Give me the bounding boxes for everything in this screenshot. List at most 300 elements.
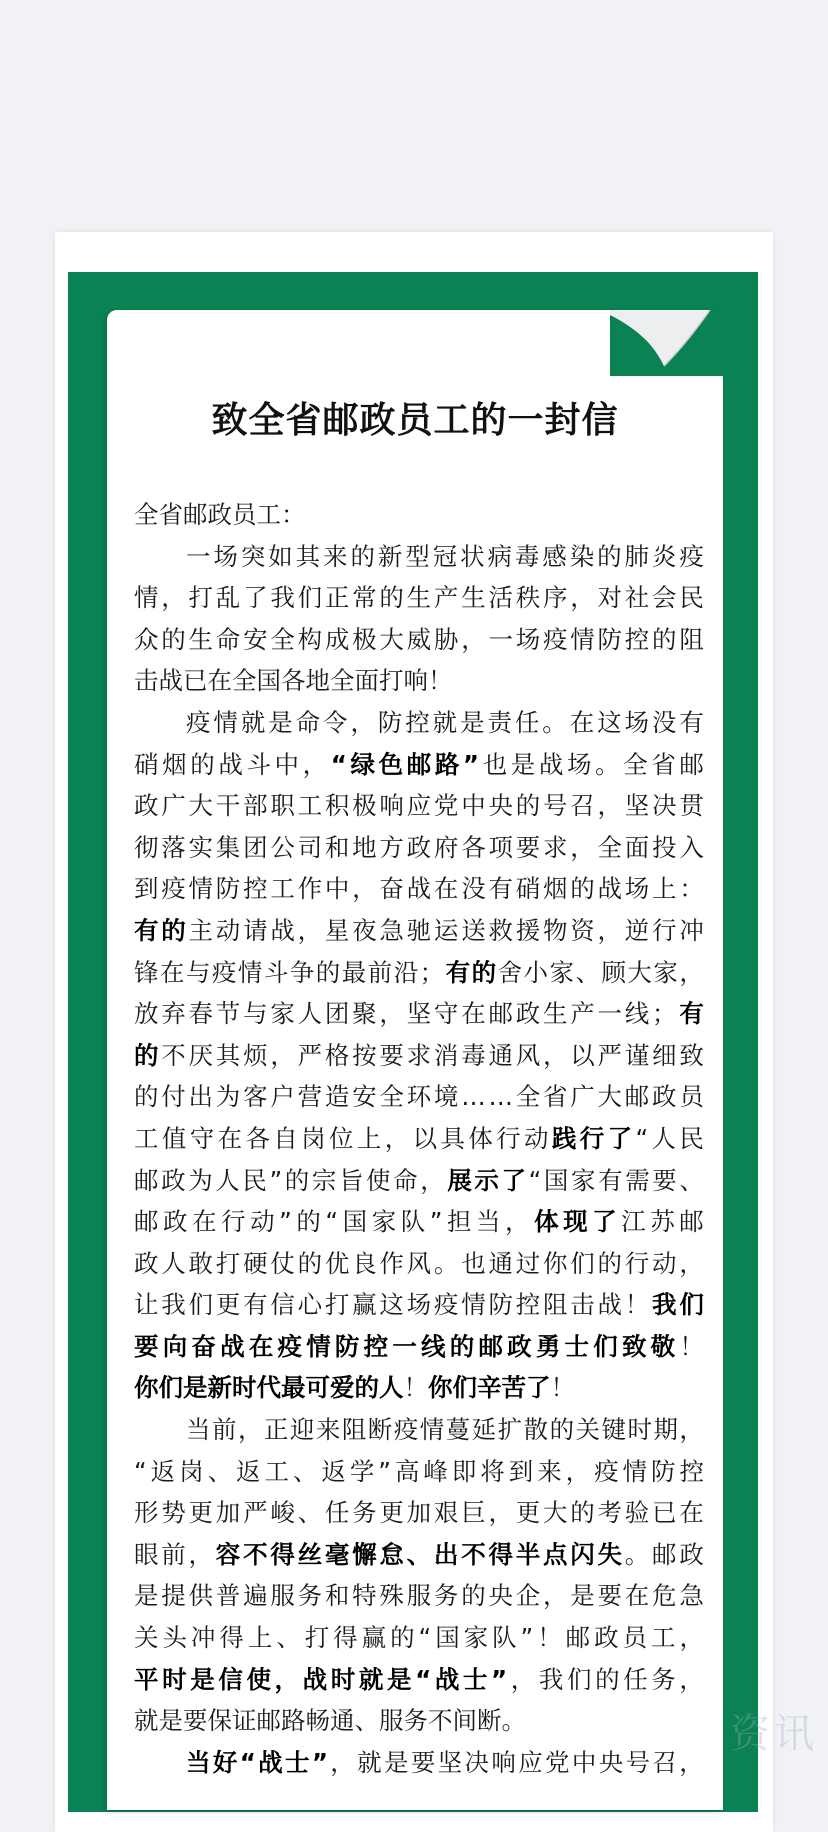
text-char: 有 — [598, 1165, 623, 1195]
text-line — [134, 1118, 704, 1160]
text-line — [134, 827, 704, 869]
text-line — [134, 1367, 704, 1409]
text-char: 迎 — [289, 1415, 315, 1445]
emphasis-char: 路 — [434, 749, 460, 779]
text-char: 的 — [595, 1664, 620, 1694]
text-char: 中 — [571, 1747, 597, 1777]
text-char: … — [461, 1082, 486, 1112]
text-char: 通 — [488, 1040, 513, 1070]
text-line — [134, 660, 704, 702]
text-char: 敢 — [188, 1248, 214, 1278]
text-char: “ — [418, 1623, 432, 1653]
text-char: 要 — [410, 1747, 436, 1777]
text-char: 使 — [366, 1165, 391, 1195]
emphasis-char: 现 — [563, 1207, 588, 1237]
text-char: 的 — [570, 1498, 595, 1528]
text-char: 职 — [270, 791, 295, 821]
text-char: 各 — [461, 832, 486, 862]
text-line — [134, 1160, 704, 1202]
text-char: 是 — [570, 1581, 595, 1611]
text-char: ” — [269, 1165, 283, 1195]
text-char: 这 — [379, 1290, 404, 1320]
text-char: 务 — [433, 1581, 459, 1611]
text-char: 防 — [597, 624, 623, 654]
text-char: 贯 — [679, 791, 704, 821]
text-char: 更 — [379, 1498, 404, 1528]
text-char: 全 — [270, 624, 295, 654]
text-char: 了 — [243, 583, 268, 613]
emphasis-char: 线 — [421, 1331, 446, 1361]
text-char: 命 — [295, 707, 321, 737]
text-char: 危 — [652, 1581, 677, 1611]
text-char: 的 — [284, 1165, 310, 1195]
text-char: 的 — [350, 541, 375, 571]
text-char: 扩 — [497, 1415, 523, 1445]
text-char: 以 — [570, 1040, 595, 1070]
emphasis-char: 毫 — [324, 1539, 350, 1569]
text-char: 得 — [333, 1623, 358, 1653]
text-char: 其 — [295, 541, 321, 571]
text-line — [134, 868, 704, 910]
text-char: 体 — [468, 1123, 493, 1153]
emphasis-char: 士 — [462, 1664, 488, 1694]
text-char: 格 — [324, 1040, 350, 1070]
text-char: 形 — [134, 1498, 159, 1528]
text-char: 眼 — [134, 1539, 159, 1569]
text-char: 们 — [566, 1664, 592, 1694]
text-char: 物 — [542, 915, 568, 945]
text-line — [134, 1076, 704, 1118]
emphasis-char: 是 — [386, 1664, 412, 1694]
text-char: 延 — [471, 1415, 497, 1445]
text-char: 急 — [379, 915, 404, 945]
text-line — [134, 702, 704, 744]
text-char: 将 — [480, 1456, 505, 1486]
text-char: 号 — [542, 791, 568, 821]
text-char: 这 — [597, 707, 622, 737]
emphasis-char: 敬 — [650, 1331, 676, 1361]
text-char: 特 — [352, 1581, 377, 1611]
text-char: 仗 — [270, 1248, 295, 1278]
text-char: 邮 — [488, 999, 513, 1029]
text-char: 情 — [419, 1415, 445, 1445]
text-char: 染 — [569, 541, 595, 571]
emphasis-char: 不 — [461, 1539, 486, 1569]
text-char: 工 — [651, 1623, 676, 1653]
text-char: 成 — [324, 624, 350, 654]
emphasis-char: 的 — [161, 915, 186, 945]
text-char: 政 — [515, 999, 541, 1029]
text-char: 干 — [215, 791, 241, 821]
text-char: 极 — [352, 791, 377, 821]
text-char: 威 — [406, 624, 432, 654]
text-char: 大 — [542, 1498, 568, 1528]
text-char: 冲 — [190, 1623, 216, 1653]
text-char: 疫 — [679, 541, 704, 571]
text-char: 邮 — [565, 1623, 591, 1653]
text-char: ， — [384, 1123, 410, 1153]
text-char: 全 — [597, 832, 623, 862]
text-char: 为 — [215, 1082, 241, 1112]
emphasis-char: “ — [330, 749, 347, 779]
text-char: 团 — [243, 832, 268, 862]
emphasis-char: 了 — [592, 1207, 617, 1237]
text-char: 自 — [273, 1123, 298, 1153]
emphasis-char: ， — [274, 1664, 300, 1694]
emphasis-char: 信 — [218, 1664, 243, 1694]
text-line — [134, 744, 704, 786]
text-char: 在 — [192, 1207, 217, 1237]
text-char: 广 — [570, 1082, 595, 1112]
text-char: 活 — [488, 583, 513, 613]
text-char: 应 — [518, 1747, 543, 1777]
text-char: 战 — [406, 874, 432, 904]
text-char: 严 — [297, 1040, 323, 1070]
emphasis-char: 行 — [579, 1123, 605, 1153]
text-char: 党 — [545, 1747, 570, 1777]
text-char: 政 — [406, 832, 432, 862]
text-char: 更 — [215, 1290, 241, 1320]
emphasis-char: 展 — [447, 1165, 472, 1195]
text-char: 为 — [188, 1165, 213, 1195]
text-char: 关 — [134, 1623, 159, 1653]
text-char: 提 — [161, 1581, 186, 1611]
text-char: 来 — [323, 541, 348, 571]
text-char: 在 — [569, 707, 595, 737]
text-char: 风 — [515, 1040, 541, 1070]
text-char: 聚 — [352, 999, 377, 1029]
text-char: 们 — [570, 1248, 595, 1278]
text-char: 家 — [549, 957, 574, 987]
text-char: 艰 — [433, 1498, 459, 1528]
text-char: 情 — [622, 1456, 648, 1486]
text-char: 以 — [412, 1123, 438, 1153]
text-char: 当 — [476, 1207, 501, 1237]
text-char: 控 — [515, 1290, 541, 1320]
text-char: 前 — [211, 1415, 237, 1445]
emphasis-char: ” — [462, 749, 480, 779]
emphasis-char: 怠 — [379, 1539, 404, 1569]
emphasis-char: 就 — [358, 1664, 384, 1694]
text-char: 正 — [324, 583, 350, 613]
text-char: 的 — [390, 1623, 415, 1653]
text-line — [134, 619, 704, 661]
text-char: 已 — [652, 1498, 677, 1528]
text-char: ， — [330, 1747, 355, 1777]
text-char: 府 — [433, 832, 459, 862]
text-char: ， — [542, 1581, 568, 1611]
text-char: 毒 — [461, 1040, 486, 1070]
text-char: 行 — [221, 1207, 246, 1237]
text-char: ， — [188, 1539, 214, 1569]
emphasis-char: “ — [415, 1664, 432, 1694]
text-char: 和 — [324, 832, 350, 862]
text-char: 各 — [245, 1123, 270, 1153]
text-char: 你 — [542, 1248, 568, 1278]
text-char: 肺 — [624, 541, 649, 571]
text-char: 作 — [297, 874, 323, 904]
text-char: 高 — [394, 1456, 420, 1486]
text-char: 突 — [240, 541, 266, 571]
text-char: 就 — [432, 707, 458, 737]
text-char: 值 — [161, 1123, 187, 1153]
emphasis-char: 疫 — [277, 1331, 303, 1361]
text-char: 安 — [243, 624, 268, 654]
text-char: 家 — [571, 1165, 596, 1195]
text-char: 令 — [323, 707, 348, 737]
text-char: ， — [505, 1207, 530, 1237]
text-char: 邮 — [134, 1165, 159, 1195]
text-char: ， — [679, 1623, 704, 1653]
text-char: 其 — [215, 1040, 241, 1070]
text-char: 更 — [188, 1498, 214, 1528]
text-char: 奋 — [379, 874, 404, 904]
text-char: 的 — [461, 1581, 486, 1611]
text-char: 战 — [538, 749, 564, 779]
text-char: 岗 — [179, 1456, 204, 1486]
text-char: 峰 — [423, 1456, 448, 1486]
text-char: 动 — [250, 1207, 275, 1237]
emphasis-char: 使 — [246, 1664, 271, 1694]
emphasis-char: 不 — [243, 1539, 268, 1569]
emphasis-char: “ — [239, 1747, 256, 1777]
text-char: 政 — [134, 791, 159, 821]
text-char: 硬 — [243, 1248, 268, 1278]
letter-lines — [134, 536, 704, 1784]
text-char: 烟 — [542, 874, 568, 904]
text-char: 是 — [268, 707, 293, 737]
text-char: 斗 — [263, 957, 289, 987]
text-char: 在 — [461, 999, 486, 1029]
text-char: 的 — [190, 749, 215, 779]
emphasis-char: 控 — [363, 1331, 389, 1361]
text-char: 让 — [134, 1290, 159, 1320]
text-line — [134, 1492, 704, 1534]
text-char: 控 — [243, 874, 268, 904]
text-char: 在 — [624, 1581, 650, 1611]
text-char: 如 — [268, 541, 293, 571]
text-char: 时 — [627, 1415, 652, 1445]
text-char: 新 — [377, 541, 403, 571]
text-char: 没 — [651, 707, 677, 737]
letter-title: 致全省邮政员工的一封信 — [211, 400, 619, 441]
text-char: 顾 — [601, 957, 626, 987]
text-char: 政 — [163, 1207, 188, 1237]
text-char: 来 — [537, 1456, 562, 1486]
text-char: 家 — [270, 999, 295, 1029]
text-char: 是 — [383, 1747, 409, 1777]
text-char: 岗 — [301, 1123, 326, 1153]
emphasis-char: 是 — [190, 1664, 215, 1694]
text-char: ！ — [624, 1290, 650, 1320]
text-char: 要 — [652, 1165, 677, 1195]
text-char: 争 — [289, 957, 315, 987]
page-curl-icon — [600, 310, 730, 376]
text-char: 极 — [352, 624, 377, 654]
text-char: ， — [379, 999, 404, 1029]
emphasis-char: 士 — [564, 1331, 590, 1361]
text-run: ！ — [550, 1373, 575, 1403]
text-char: ， — [488, 1498, 513, 1528]
text-char: 的 — [549, 1415, 575, 1445]
emphasis-char: 要 — [134, 1331, 159, 1361]
emphasis-char: 点 — [542, 1539, 568, 1569]
emphasis-char: 战 — [434, 1664, 460, 1694]
text-char: ， — [161, 583, 186, 613]
text-line — [134, 1326, 704, 1368]
emphasis-char: ” — [491, 1664, 508, 1694]
text-char: 工 — [134, 1123, 159, 1153]
text-char: 地 — [352, 832, 377, 862]
text-char: 我 — [161, 1290, 186, 1320]
emphasis-char: 得 — [270, 1539, 295, 1569]
text-char: 产 — [570, 999, 595, 1029]
text-char: 作 — [379, 1248, 404, 1278]
text-char: 员 — [679, 1082, 704, 1112]
text-char: ” — [520, 1623, 534, 1653]
emphasis-char: ” — [311, 1747, 328, 1777]
text-char: 返 — [150, 1456, 176, 1486]
text-char: 在 — [159, 957, 185, 987]
text-char: 情 — [134, 583, 159, 613]
text-char: 召 — [570, 791, 595, 821]
text-char: 峻 — [270, 1498, 295, 1528]
text-char: 邮 — [652, 1539, 677, 1569]
text-char: 供 — [188, 1581, 214, 1611]
text-char: 民 — [679, 1123, 704, 1153]
text-char: 验 — [624, 1498, 650, 1528]
text-char: 的 — [134, 1082, 159, 1112]
text-char: 集 — [215, 832, 241, 862]
text-char: 返 — [236, 1456, 261, 1486]
text-char: 控 — [679, 1456, 704, 1486]
text-char: ！ — [679, 1331, 704, 1361]
text-char: 要 — [515, 832, 541, 862]
text-char: 锋 — [134, 957, 159, 987]
text-char: 务 — [297, 1581, 323, 1611]
text-char: 冲 — [679, 915, 704, 945]
emphasis-char: 容 — [215, 1539, 241, 1569]
emphasis-char: 战 — [258, 1747, 283, 1777]
emphasis-text: 你们辛苦了 — [428, 1373, 551, 1403]
emphasis-char: 防 — [334, 1331, 360, 1361]
text-char: 返 — [321, 1456, 346, 1486]
text-char: … — [488, 1082, 513, 1112]
text-char: “ — [528, 1165, 542, 1195]
text-char: 一 — [488, 624, 513, 654]
text-char: 也 — [461, 1248, 486, 1278]
text-line — [134, 952, 704, 994]
text-char: “ — [134, 1456, 147, 1486]
text-char: 工 — [270, 874, 295, 904]
text-char: 与 — [243, 999, 268, 1029]
text-char: ” — [279, 1207, 292, 1237]
text-char: 即 — [451, 1456, 477, 1486]
text-char: 政 — [161, 1165, 186, 1195]
text-char: ， — [420, 1165, 445, 1195]
text-line — [134, 1409, 704, 1451]
emphasis-char: 平 — [134, 1664, 159, 1694]
text-char: 秩 — [515, 583, 541, 613]
text-line — [134, 536, 704, 578]
emphasis-char: 战 — [302, 1664, 328, 1694]
text-char: 党 — [433, 791, 459, 821]
text-char: 按 — [352, 1040, 377, 1070]
text-char: 急 — [679, 1581, 704, 1611]
text-char: 决 — [464, 1747, 489, 1777]
text-char: 星 — [324, 915, 350, 945]
text-char: 方 — [379, 832, 404, 862]
text-char: 们 — [188, 1290, 214, 1320]
text-char: 考 — [597, 1498, 623, 1528]
text-char: 控 — [405, 707, 430, 737]
text-char: 行 — [652, 915, 677, 945]
text-char: ： — [679, 874, 704, 904]
text-char: 资 — [570, 915, 595, 945]
text-char: 众 — [134, 624, 159, 654]
text-char: 阻 — [679, 624, 704, 654]
text-char: 疫 — [211, 957, 237, 987]
text-char: 、 — [575, 957, 600, 987]
text-char: 主 — [188, 915, 214, 945]
text-char: 防 — [377, 707, 403, 737]
text-char: 政 — [134, 1248, 159, 1278]
text-char: 战 — [270, 915, 295, 945]
text-char: 中 — [461, 791, 486, 821]
text-char: 旨 — [338, 1165, 364, 1195]
text-char: 打 — [188, 583, 214, 613]
text-char: 斗 — [246, 749, 271, 779]
text-line — [134, 1575, 704, 1617]
text-char: 人 — [161, 1248, 186, 1278]
text-char: 到 — [508, 1456, 534, 1486]
text-char: 情 — [237, 957, 263, 987]
text-line — [134, 1534, 704, 1576]
emphasis-char: 色 — [378, 749, 404, 779]
text-char: 是 — [510, 749, 536, 779]
text-char: 环 — [406, 1082, 432, 1112]
text-char: 疫 — [161, 874, 186, 904]
emphasis-char: 体 — [534, 1207, 559, 1237]
text-char: 上 — [247, 1623, 273, 1653]
text-char: 生 — [461, 583, 486, 613]
text-char: 行 — [496, 1123, 521, 1153]
text-char: 毒 — [514, 541, 540, 571]
text-char: 决 — [652, 791, 677, 821]
text-char: 援 — [515, 915, 541, 945]
text-char: ， — [237, 1415, 263, 1445]
emphasis-text: 你们是新时代最可爱的人 — [134, 1373, 404, 1403]
text-char: 应 — [406, 791, 432, 821]
text-char: 蔓 — [445, 1415, 471, 1445]
text-char: 就 — [240, 707, 266, 737]
text-char: 严 — [243, 1498, 268, 1528]
text-char: 中 — [274, 749, 300, 779]
text-char: 入 — [679, 832, 704, 862]
emphasis-char: 时 — [162, 1664, 187, 1694]
text-char: 企 — [515, 1581, 541, 1611]
text-char: 的 — [570, 874, 595, 904]
text-char: 面 — [624, 832, 650, 862]
text-char: 家 — [463, 1623, 489, 1653]
text-char: 学 — [349, 1456, 375, 1486]
text-char: 工 — [264, 1456, 289, 1486]
text-char: 务 — [651, 1664, 676, 1694]
text-char: 国 — [342, 1207, 368, 1237]
text-char: 在 — [679, 1498, 704, 1528]
text-char: 良 — [352, 1248, 377, 1278]
text-line — [134, 1617, 704, 1659]
